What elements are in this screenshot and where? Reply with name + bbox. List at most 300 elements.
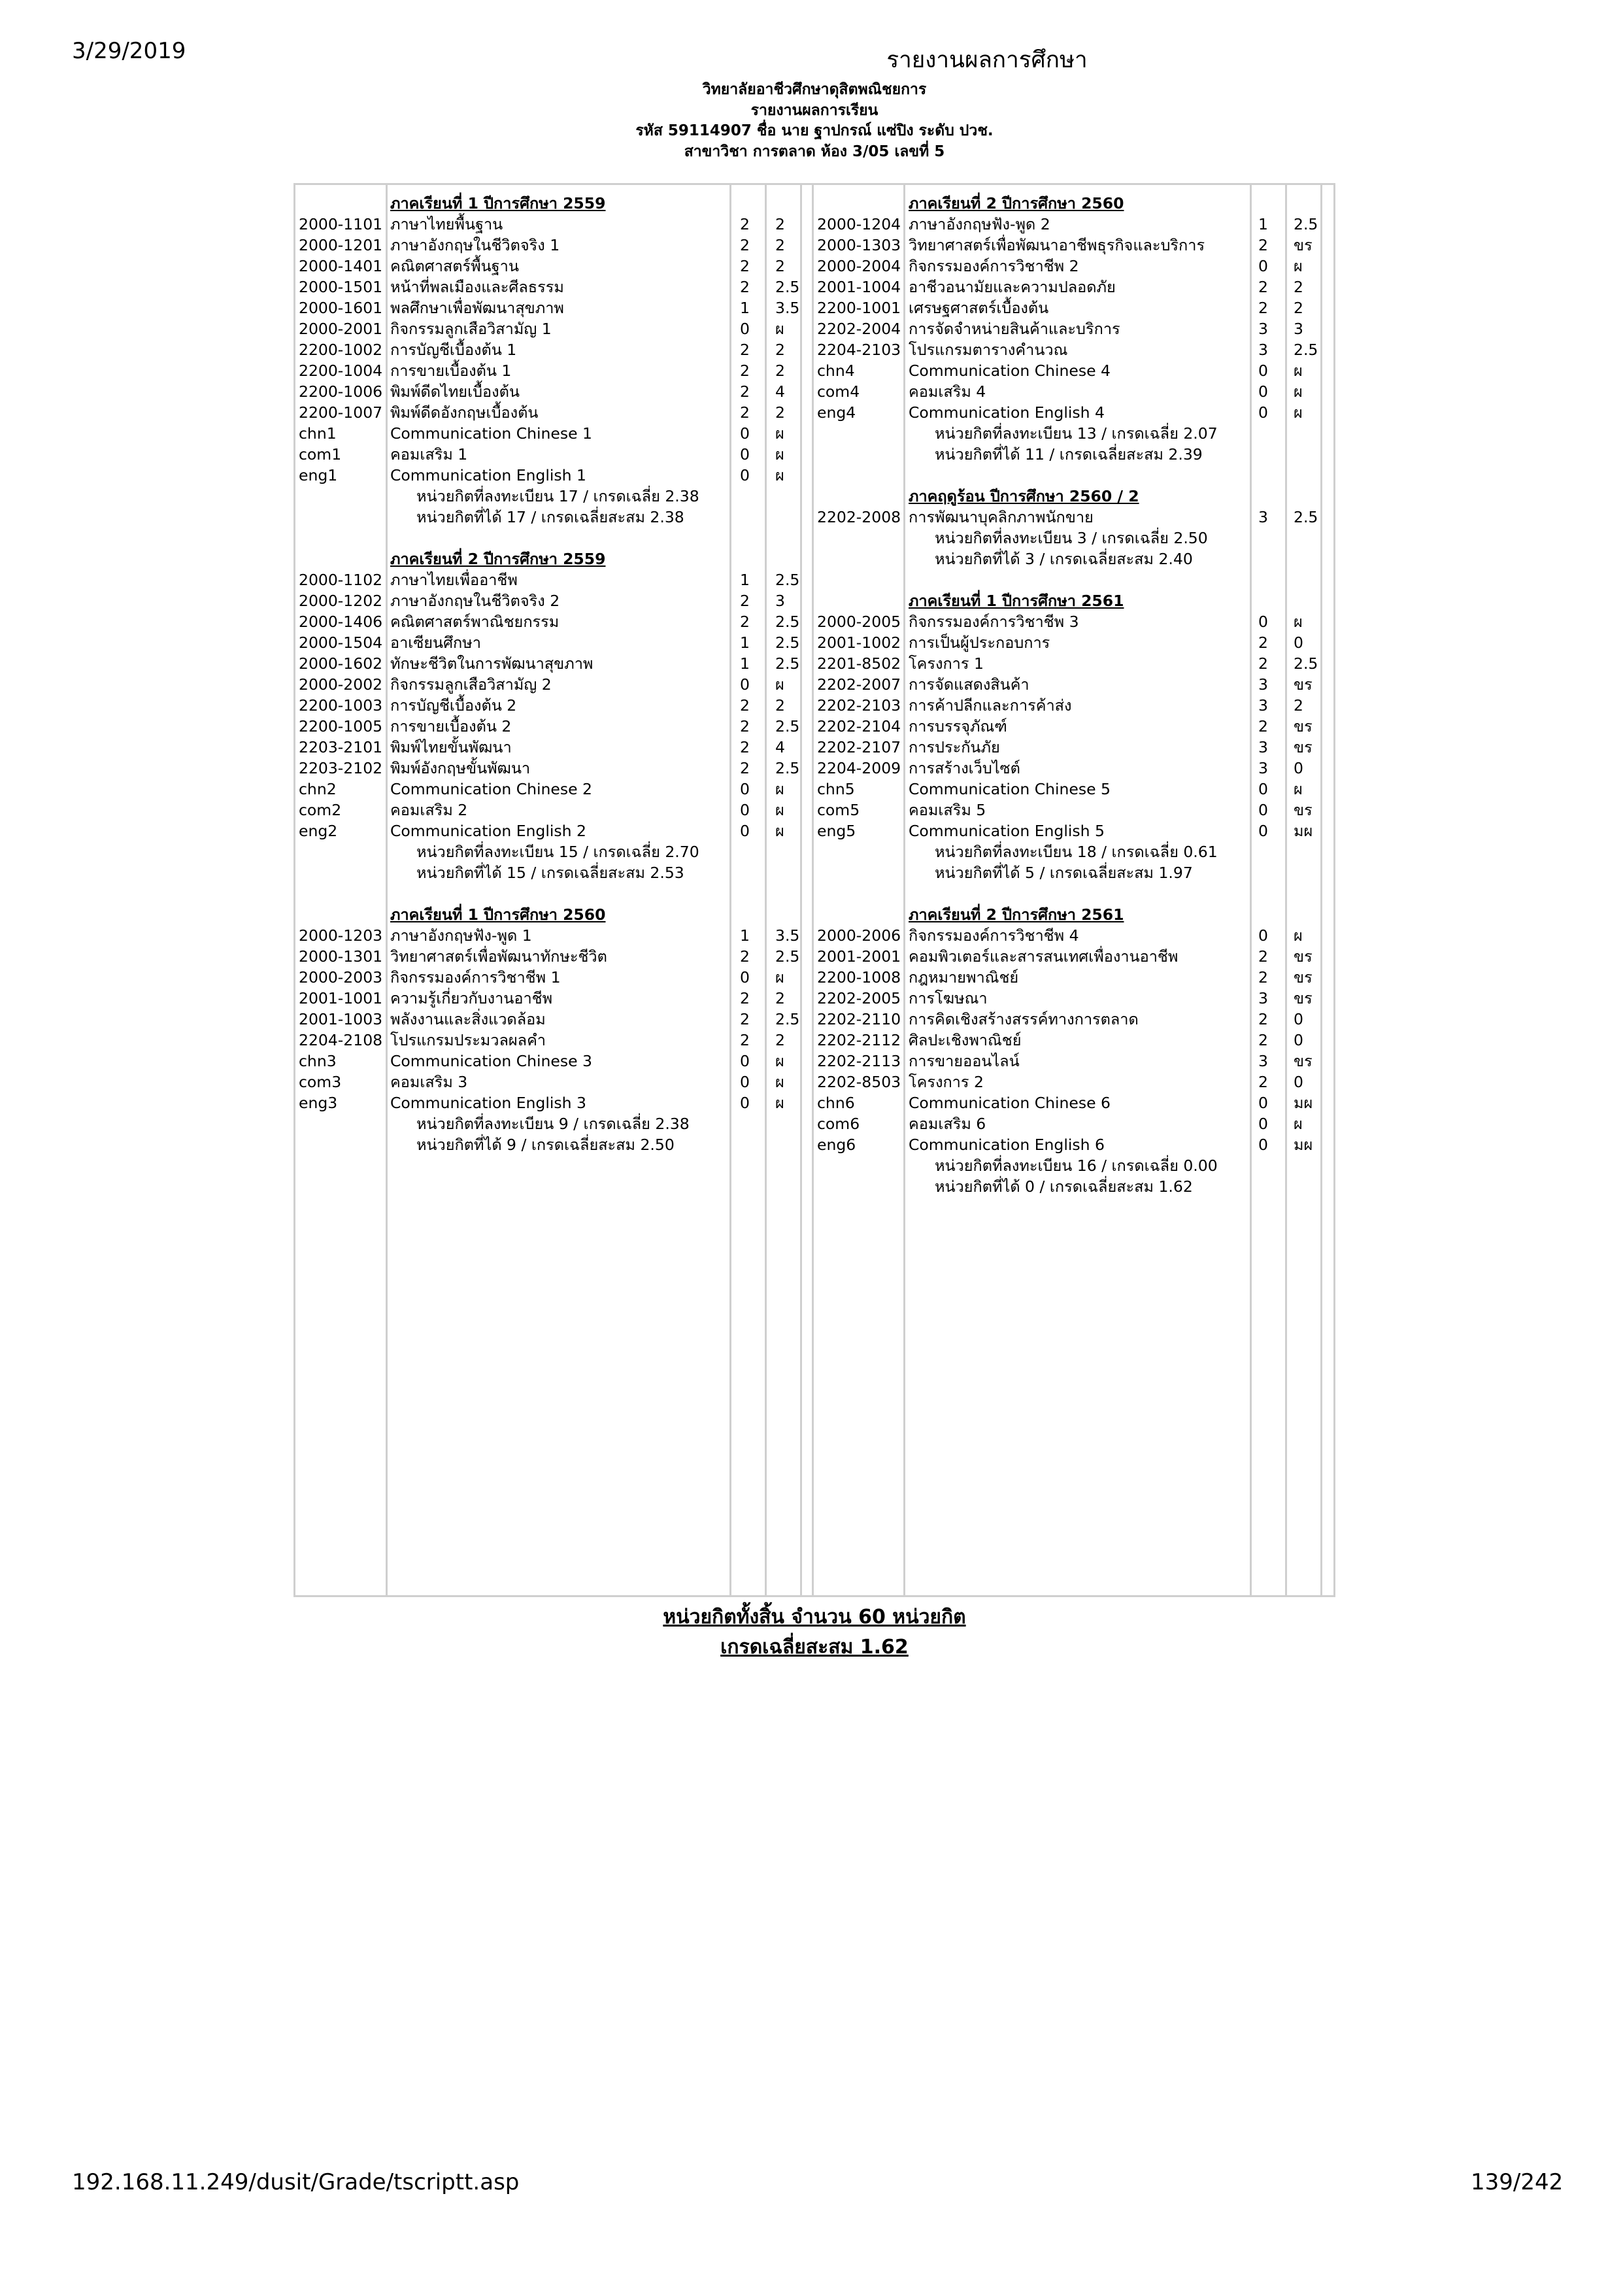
course-credits: 0	[1258, 1115, 1268, 1133]
course-code: 2203-2101	[299, 738, 383, 756]
course-name: Communication English 4	[909, 403, 1105, 422]
course-code: 2000-2004	[817, 257, 901, 275]
course-credits: 0	[740, 445, 750, 464]
course-credits: 2	[740, 403, 750, 422]
course-grade: 2.5	[775, 654, 800, 673]
page-number: 139/242	[1471, 2169, 1564, 2195]
course-credits: 2	[1258, 633, 1268, 652]
course-grade: 2.5	[775, 1010, 800, 1028]
course-name: คณิตศาสตร์พาณิชยกรรม	[390, 613, 560, 631]
spacer-row	[814, 883, 1330, 904]
course-credits: 2	[740, 759, 750, 777]
course-grade: ผ	[775, 675, 784, 694]
course-grade: ผ	[775, 822, 784, 840]
report-name: รายงานผลการเรียน	[750, 101, 878, 119]
course-row	[295, 297, 805, 318]
course-name: กิจกรรมลูกเสือวิสามัญ 1	[390, 320, 552, 338]
total-credits: หน่วยกิตทั้งสิ้น จำนวน 60 หน่วยกิต	[663, 1606, 966, 1629]
course-name: ความรู้เกี่ยวกับงานอาชีพ	[390, 989, 553, 1007]
course-credits: 0	[1258, 1094, 1268, 1112]
course-grade: 2.5	[775, 571, 800, 589]
spacer-row	[814, 569, 1330, 590]
course-code: 2202-2104	[817, 717, 901, 735]
course-code: 2203-2102	[299, 759, 383, 777]
course-grade: ขร	[1294, 801, 1313, 819]
course-row	[295, 716, 805, 737]
course-credits: 2	[1258, 1031, 1268, 1049]
summary-text: หน่วยกิตที่ลงทะเบียน 17 / เกรดเฉลี่ย 2.38	[416, 487, 699, 505]
course-code: 2200-1006	[299, 382, 383, 401]
course-grade: 2	[775, 403, 785, 422]
course-code: 2001-1004	[817, 278, 901, 296]
course-grade: มผ	[1294, 1136, 1313, 1154]
semester-heading	[814, 590, 1330, 611]
course-row	[814, 946, 1330, 967]
course-credits: 2	[740, 382, 750, 401]
course-name: เศรษฐศาสตร์เบื้องต้น	[909, 299, 1049, 317]
course-name: การบัญชีเบื้องต้น 1	[390, 341, 517, 359]
semester-title: ภาคเรียนที่ 2 ปีการศึกษา 2561	[909, 905, 1124, 924]
course-grade: 2	[1294, 299, 1303, 317]
course-row	[814, 381, 1330, 402]
course-code: 2000-1406	[299, 613, 383, 631]
course-credits: 2	[740, 696, 750, 715]
course-name: พิมพ์ไทยขั้นพัฒนา	[390, 738, 512, 756]
course-row	[295, 800, 805, 820]
course-grade: ขร	[1294, 989, 1313, 1007]
course-name: คอมเสริม 5	[909, 801, 986, 819]
course-credits: 1	[740, 654, 750, 673]
course-code: 2200-1005	[299, 717, 383, 735]
course-row	[295, 1092, 805, 1113]
course-code: 2201-8502	[817, 654, 901, 673]
course-name: Communication English 6	[909, 1136, 1105, 1154]
transcript-table	[293, 183, 1335, 1597]
course-name: การบัญชีเบื้องต้น 2	[390, 696, 517, 715]
spacer-row	[295, 528, 805, 549]
course-grade: ขร	[1294, 675, 1313, 694]
course-credits: 2	[740, 362, 750, 380]
semester-title: ภาคฤดูร้อน ปีการศึกษา 2560 / 2	[909, 487, 1139, 505]
course-grade: มผ	[1294, 822, 1313, 840]
course-credits: 2	[740, 1031, 750, 1049]
course-grade: 2	[775, 215, 785, 233]
course-name: ภาษาไทยเพื่ออาชีพ	[390, 571, 518, 589]
course-grade: 2.5	[1294, 508, 1318, 526]
course-code: 2000-1504	[299, 633, 383, 652]
right-course-column	[814, 193, 1330, 1197]
course-credits: 3	[1258, 320, 1268, 338]
semester-title: ภาคเรียนที่ 2 ปีการศึกษา 2560	[909, 194, 1124, 212]
course-credits: 2	[1258, 654, 1268, 673]
course-code: eng1	[299, 466, 338, 484]
course-grade: 0	[1294, 1010, 1303, 1028]
course-code: 2000-1101	[299, 215, 383, 233]
summary-text: หน่วยกิตที่ลงทะเบียน 18 / เกรดเฉลี่ย 0.61	[935, 843, 1218, 861]
semester-heading	[295, 193, 805, 214]
course-grade: ผ	[775, 1073, 784, 1091]
course-name: Communication Chinese 3	[390, 1052, 592, 1070]
course-code: 2202-2007	[817, 675, 901, 694]
course-row	[295, 946, 805, 967]
course-code: 2202-2107	[817, 738, 901, 756]
course-grade: ผ	[1294, 926, 1303, 945]
course-code: 2000-1301	[299, 947, 383, 966]
semester-summary	[814, 549, 1330, 569]
course-row	[814, 1092, 1330, 1113]
course-code: 2202-8503	[817, 1073, 901, 1091]
course-name: Communication English 5	[909, 822, 1105, 840]
course-row	[814, 1113, 1330, 1134]
course-name: พิมพ์ดีดไทยเบื้องต้น	[390, 382, 520, 401]
course-code: 2204-2009	[817, 759, 901, 777]
course-row	[814, 820, 1330, 841]
course-name: คอมเสริม 3	[390, 1073, 468, 1091]
semester-title: ภาคเรียนที่ 1 ปีการศึกษา 2559	[390, 194, 606, 212]
course-row	[295, 779, 805, 800]
semester-summary	[814, 1155, 1330, 1176]
course-credits: 0	[1258, 780, 1268, 798]
course-row	[295, 381, 805, 402]
course-row	[295, 632, 805, 653]
course-name: ทักษะชีวิตในการพัฒนาสุขภาพ	[390, 654, 594, 673]
course-name: คอมพิวเตอร์และสารสนเทศเพื่องานอาชีพ	[909, 947, 1179, 966]
course-row	[295, 318, 805, 339]
course-grade: 0	[1294, 759, 1303, 777]
course-row	[814, 214, 1330, 235]
semester-summary	[295, 841, 805, 862]
summary-text: หน่วยกิตที่ได้ 11 / เกรดเฉลี่ยสะสม 2.39	[935, 445, 1203, 464]
course-grade: ผ	[775, 445, 784, 464]
course-grade: 2	[775, 341, 785, 359]
course-grade: 2	[775, 1031, 785, 1049]
course-code: 2202-2005	[817, 989, 901, 1007]
course-row	[814, 1009, 1330, 1030]
course-grade: ผ	[775, 1052, 784, 1070]
course-credits: 0	[740, 780, 750, 798]
course-code: chn3	[299, 1052, 337, 1070]
course-credits: 0	[740, 801, 750, 819]
course-credits: 0	[1258, 382, 1268, 401]
semester-summary	[295, 507, 805, 528]
course-name: การโฆษณา	[909, 989, 988, 1007]
course-name: โปรแกรมตารางคำนวณ	[909, 341, 1068, 359]
summary-text: หน่วยกิตที่ได้ 9 / เกรดเฉลี่ยสะสม 2.50	[416, 1136, 675, 1154]
course-grade: ผ	[775, 1094, 784, 1112]
course-credits: 2	[1258, 1073, 1268, 1091]
course-row	[814, 1134, 1330, 1155]
semester-heading	[295, 549, 805, 569]
course-row	[814, 277, 1330, 297]
course-name: ศิลปะเชิงพาณิชย์	[909, 1031, 1022, 1049]
summary-text: หน่วยกิตที่ได้ 5 / เกรดเฉลี่ยสะสม 1.97	[935, 864, 1193, 882]
course-row	[295, 360, 805, 381]
course-row	[295, 967, 805, 988]
course-grade: 0	[1294, 1031, 1303, 1049]
course-grade: 0	[1294, 633, 1303, 652]
course-row	[814, 1030, 1330, 1051]
summary-text: หน่วยกิตที่ลงทะเบียน 9 / เกรดเฉลี่ย 2.38	[416, 1115, 690, 1133]
course-grade: 2.5	[775, 717, 800, 735]
course-row	[814, 716, 1330, 737]
course-row	[295, 1051, 805, 1072]
course-name: กิจกรรมองค์การวิชาชีพ 3	[909, 613, 1079, 631]
course-code: chn1	[299, 424, 337, 443]
course-grade: ผ	[1294, 403, 1303, 422]
course-credits: 3	[1258, 1052, 1268, 1070]
course-credits: 2	[740, 947, 750, 966]
course-credits: 3	[1258, 508, 1268, 526]
course-credits: 3	[1258, 341, 1268, 359]
course-credits: 3	[1258, 675, 1268, 694]
course-row	[814, 318, 1330, 339]
course-grade: 2.5	[1294, 215, 1318, 233]
course-credits: 2	[740, 341, 750, 359]
course-name: วิทยาศาสตร์เพื่อพัฒนาทักษะชีวิต	[390, 947, 607, 966]
semester-summary	[814, 423, 1330, 444]
course-row	[295, 214, 805, 235]
semester-summary	[814, 444, 1330, 465]
report-header	[293, 80, 1335, 162]
course-credits: 2	[740, 717, 750, 735]
course-code: 2000-1602	[299, 654, 383, 673]
course-name: Communication Chinese 6	[909, 1094, 1111, 1112]
semester-heading	[295, 904, 805, 925]
course-grade: ผ	[1294, 613, 1303, 631]
course-credits: 0	[1258, 403, 1268, 422]
course-grade: ผ	[775, 780, 784, 798]
semester-heading	[814, 193, 1330, 214]
course-name: กิจกรรมลูกเสือวิสามัญ 2	[390, 675, 552, 694]
spacer-row	[295, 883, 805, 904]
course-credits: 2	[740, 236, 750, 254]
course-grade: 4	[775, 382, 785, 401]
course-code: 2202-2112	[817, 1031, 901, 1049]
course-credits: 0	[740, 320, 750, 338]
course-name: โครงการ 2	[909, 1073, 984, 1091]
course-grade: ขร	[1294, 738, 1313, 756]
course-code: 2202-2008	[817, 508, 901, 526]
course-credits: 2	[740, 592, 750, 610]
semester-title: ภาคเรียนที่ 1 ปีการศึกษา 2560	[390, 905, 606, 924]
course-row	[814, 297, 1330, 318]
course-credits: 0	[740, 675, 750, 694]
course-row	[814, 1051, 1330, 1072]
course-code: 2200-1002	[299, 341, 383, 359]
semester-summary	[814, 528, 1330, 549]
course-credits: 2	[740, 1010, 750, 1028]
course-row	[814, 339, 1330, 360]
course-grade: ขร	[1294, 717, 1313, 735]
course-credits: 1	[740, 926, 750, 945]
left-course-column	[295, 193, 805, 1155]
course-name: Communication Chinese 1	[390, 424, 592, 443]
summary-text: หน่วยกิตที่ลงทะเบียน 15 / เกรดเฉลี่ย 2.70	[416, 843, 699, 861]
course-grade: 2	[1294, 278, 1303, 296]
course-credits: 0	[740, 424, 750, 443]
course-grade: ขร	[1294, 1052, 1313, 1070]
student-info: รหัส 59114907 ชื่อ นาย ฐาปกรณ์ แซ่ปิง ระดับ ปวช.	[635, 122, 994, 139]
course-credits: 1	[740, 299, 750, 317]
course-name: การเป็นผู้ประกอบการ	[909, 633, 1050, 652]
course-row	[814, 360, 1330, 381]
course-row	[814, 507, 1330, 528]
course-row	[295, 758, 805, 779]
course-code: eng4	[817, 403, 856, 422]
course-credits: 3	[1258, 759, 1268, 777]
course-credits: 2	[1258, 236, 1268, 254]
college-name: วิทยาลัยอาชีวศึกษาดุสิตพณิชยการ	[702, 81, 927, 98]
course-row	[295, 1009, 805, 1030]
summary-text: หน่วยกิตที่ได้ 0 / เกรดเฉลี่ยสะสม 1.62	[935, 1177, 1193, 1196]
summary-text: หน่วยกิตที่ลงทะเบียน 13 / เกรดเฉลี่ย 2.07	[935, 424, 1218, 443]
course-grade: 3.5	[775, 299, 800, 317]
course-credits: 0	[1258, 362, 1268, 380]
course-code: 2000-1401	[299, 257, 383, 275]
course-name: Communication English 1	[390, 466, 586, 484]
summary-text: หน่วยกิตที่ได้ 3 / เกรดเฉลี่ยสะสม 2.40	[935, 550, 1193, 568]
course-grade: 2	[1294, 696, 1303, 715]
course-code: 2204-2108	[299, 1031, 383, 1049]
course-code: 2202-2103	[817, 696, 901, 715]
course-credits: 2	[1258, 717, 1268, 735]
course-code: 2204-2103	[817, 341, 901, 359]
course-code: eng6	[817, 1136, 856, 1154]
course-name: กิจกรรมองค์การวิชาชีพ 1	[390, 968, 561, 987]
course-credits: 0	[1258, 926, 1268, 945]
course-credits: 2	[740, 738, 750, 756]
cumulative-gpa: เกรดเฉลี่ยสะสม 1.62	[720, 1636, 909, 1659]
course-row	[814, 925, 1330, 946]
course-row	[814, 758, 1330, 779]
course-name: อาชีวอนามัยและความปลอดภัย	[909, 278, 1116, 296]
course-credits: 0	[740, 1073, 750, 1091]
course-credits: 2	[1258, 278, 1268, 296]
course-row	[295, 674, 805, 695]
course-name: กิจกรรมองค์การวิชาชีพ 2	[909, 257, 1079, 275]
course-grade: 2	[775, 236, 785, 254]
course-code: 2200-1008	[817, 968, 901, 987]
course-code: eng2	[299, 822, 338, 840]
course-row	[295, 256, 805, 277]
course-credits: 0	[740, 466, 750, 484]
semester-summary	[814, 841, 1330, 862]
course-grade: ผ	[1294, 382, 1303, 401]
course-grade: 2	[775, 989, 785, 1007]
course-grade: 2.5	[1294, 341, 1318, 359]
course-name: คอมเสริม 6	[909, 1115, 986, 1133]
course-name: ภาษาอังกฤษฟัง-พูด 2	[909, 215, 1050, 233]
course-grade: 2.5	[775, 759, 800, 777]
spacer-row	[814, 465, 1330, 486]
course-name: อาเซียนศึกษา	[390, 633, 481, 652]
course-grade: ขร	[1294, 947, 1313, 966]
course-grade: ผ	[1294, 362, 1303, 380]
semester-title: ภาคเรียนที่ 1 ปีการศึกษา 2561	[909, 592, 1124, 610]
course-name: พลังงานและสิ่งแวดล้อม	[390, 1010, 546, 1028]
course-name: โปรแกรมประมวลผลคำ	[390, 1031, 546, 1049]
course-row	[295, 569, 805, 590]
course-name: Communication English 3	[390, 1094, 586, 1112]
course-grade: ผ	[775, 801, 784, 819]
course-row	[814, 800, 1330, 820]
course-credits: 0	[1258, 257, 1268, 275]
course-name: การค้าปลีกและการค้าส่ง	[909, 696, 1072, 715]
course-code: 2200-1007	[299, 403, 383, 422]
course-code: eng5	[817, 822, 856, 840]
course-row	[814, 967, 1330, 988]
course-row	[814, 235, 1330, 256]
course-row	[814, 653, 1330, 674]
course-code: com4	[817, 382, 860, 401]
semester-title: ภาคเรียนที่ 2 ปีการศึกษา 2559	[390, 550, 606, 568]
course-grade: 3	[775, 592, 785, 610]
course-code: 2202-2110	[817, 1010, 901, 1028]
course-grade: มผ	[1294, 1094, 1313, 1112]
course-code: chn6	[817, 1094, 855, 1112]
course-code: 2000-1201	[299, 236, 383, 254]
course-row	[295, 465, 805, 486]
course-credits: 2	[740, 613, 750, 631]
course-grade: ขร	[1294, 968, 1313, 987]
course-code: 2001-2001	[817, 947, 901, 966]
course-row	[295, 277, 805, 297]
course-name: การสร้างเว็บไซต์	[909, 759, 1020, 777]
course-code: 2000-1501	[299, 278, 383, 296]
course-name: คอมเสริม 2	[390, 801, 468, 819]
semester-summary	[814, 1176, 1330, 1197]
course-credits: 2	[740, 215, 750, 233]
course-code: 2202-2004	[817, 320, 901, 338]
course-grade: ผ	[775, 968, 784, 987]
course-name: โครงการ 1	[909, 654, 984, 673]
course-credits: 2	[1258, 968, 1268, 987]
course-name: วิทยาศาสตร์เพื่อพัฒนาอาชีพธุรกิจและบริการ	[909, 236, 1205, 254]
course-name: การประกันภัย	[909, 738, 1000, 756]
course-code: chn4	[817, 362, 855, 380]
course-name: คอมเสริม 1	[390, 445, 468, 464]
semester-summary	[295, 486, 805, 507]
course-credits: 2	[1258, 947, 1268, 966]
course-code: 2000-1303	[817, 236, 901, 254]
course-credits: 1	[1258, 215, 1268, 233]
course-name: คณิตศาสตร์พื้นฐาน	[390, 257, 519, 275]
course-name: ภาษาอังกฤษในชีวิตจริง 1	[390, 236, 560, 254]
course-name: Communication Chinese 4	[909, 362, 1111, 380]
course-code: 2000-1203	[299, 926, 383, 945]
course-row	[295, 590, 805, 611]
summary-text: หน่วยกิตที่ลงทะเบียน 16 / เกรดเฉลี่ย 0.00	[935, 1156, 1218, 1175]
course-code: 2000-2003	[299, 968, 383, 987]
course-name: การคิดเชิงสร้างสรรค์ทางการตลาด	[909, 1010, 1139, 1028]
course-row	[814, 632, 1330, 653]
course-code: eng3	[299, 1094, 338, 1112]
print-date: 3/29/2019	[72, 38, 186, 64]
course-name: การบรรจุภัณฑ์	[909, 717, 1007, 735]
course-code: 2000-2006	[817, 926, 901, 945]
course-row	[295, 339, 805, 360]
course-row	[295, 695, 805, 716]
course-credits: 0	[1258, 801, 1268, 819]
course-code: 2000-1601	[299, 299, 383, 317]
course-code: 2000-1204	[817, 215, 901, 233]
course-grade: ผ	[1294, 780, 1303, 798]
course-credits: 0	[740, 1094, 750, 1112]
course-credits: 3	[1258, 696, 1268, 715]
course-code: 2000-2005	[817, 613, 901, 631]
course-credits: 0	[1258, 1136, 1268, 1154]
course-code: com2	[299, 801, 342, 819]
